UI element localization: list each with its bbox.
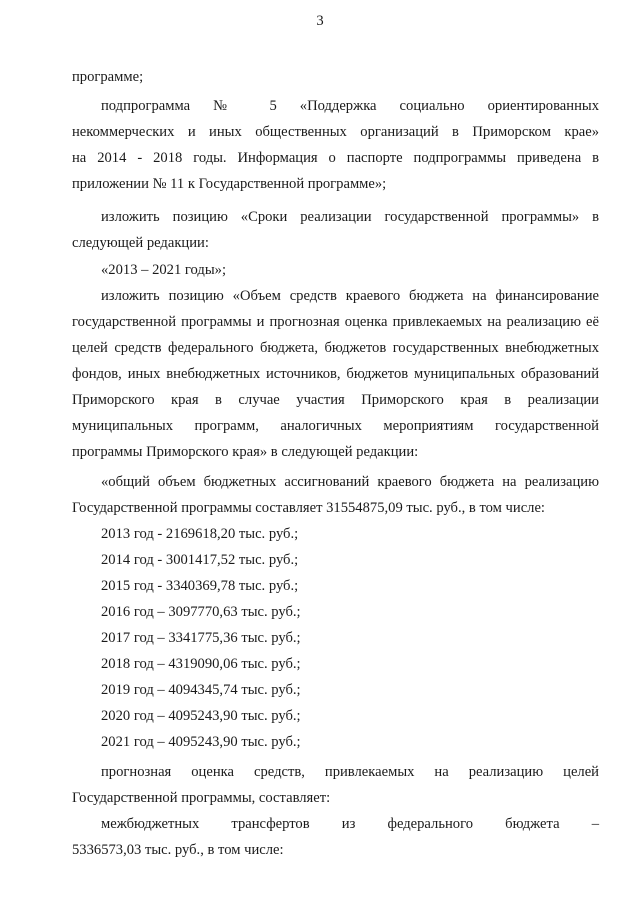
text-line: межбюджетных трансфертов из федерального бюджета – <box>101 816 599 832</box>
text-line: приложении № 11 к Государственной программе»; <box>72 176 387 192</box>
text-line: 2020 год – 4095243,90 тыс. руб.; <box>101 708 301 724</box>
text-line: 2016 год – 3097770,63 тыс. руб.; <box>101 604 301 620</box>
text-line: 2021 год – 4095243,90 тыс. руб.; <box>101 734 301 750</box>
text-line: подпрограмма № 5 «Поддержка социально ориентированных <box>101 98 599 114</box>
text-line: 2019 год – 4094345,74 тыс. руб.; <box>101 682 301 698</box>
text-line: 2018 год – 4319090,06 тыс. руб.; <box>101 656 301 672</box>
text-line: «2013 – 2021 годы»; <box>101 262 226 278</box>
text-line: 2014 год - 3001417,52 тыс. руб.; <box>101 552 299 568</box>
page-number: 3 <box>316 13 324 29</box>
text-line: муниципальных программ, аналогичных мероприятиям государственной <box>72 418 599 434</box>
text-line: следующей редакции: <box>72 235 209 251</box>
text-line: фондов, иных внебюджетных источников, бюджетов муниципальных образований <box>72 366 599 382</box>
text-line: государственной программы и прогнозная оценка привлекаемых на реализацию её <box>72 314 599 330</box>
text-line: 5336573,03 тыс. руб., в том числе: <box>72 842 284 858</box>
text-line: Государственной программы составляет 31554875,09 тыс. руб., в том числе: <box>72 500 545 516</box>
text-line: изложить позицию «Сроки реализации государственной программы» в <box>101 209 599 225</box>
text-line: изложить позицию «Объем средств краевого бюджета на финансирование <box>101 288 599 304</box>
text-line: Государственной программы, составляет: <box>72 790 331 806</box>
text-line: 2017 год – 3341775,36 тыс. руб.; <box>101 630 301 646</box>
text-line: целей средств федерального бюджета, бюджетов государственных внебюджетных <box>72 340 599 356</box>
text-line: некоммерческих и иных общественных организаций в Приморском крае» <box>72 124 599 140</box>
text-line: 2015 год - 3340369,78 тыс. руб.; <box>101 578 299 594</box>
text-line: прогнозная оценка средств, привлекаемых на реализацию целей <box>101 764 599 780</box>
text-line: Приморского края в случае участия Приморского края в реализации <box>72 392 599 408</box>
text-line: «общий объем бюджетных ассигнований краевого бюджета на реализацию <box>101 474 599 490</box>
text-line: 2013 год - 2169618,20 тыс. руб.; <box>101 526 299 542</box>
text-line: на 2014 - 2018 годы. Информация о паспорте подпрограммы приведена в <box>72 150 599 166</box>
text-line: программе; <box>72 69 144 85</box>
text-line: программы Приморского края» в следующей редакции: <box>72 444 419 460</box>
